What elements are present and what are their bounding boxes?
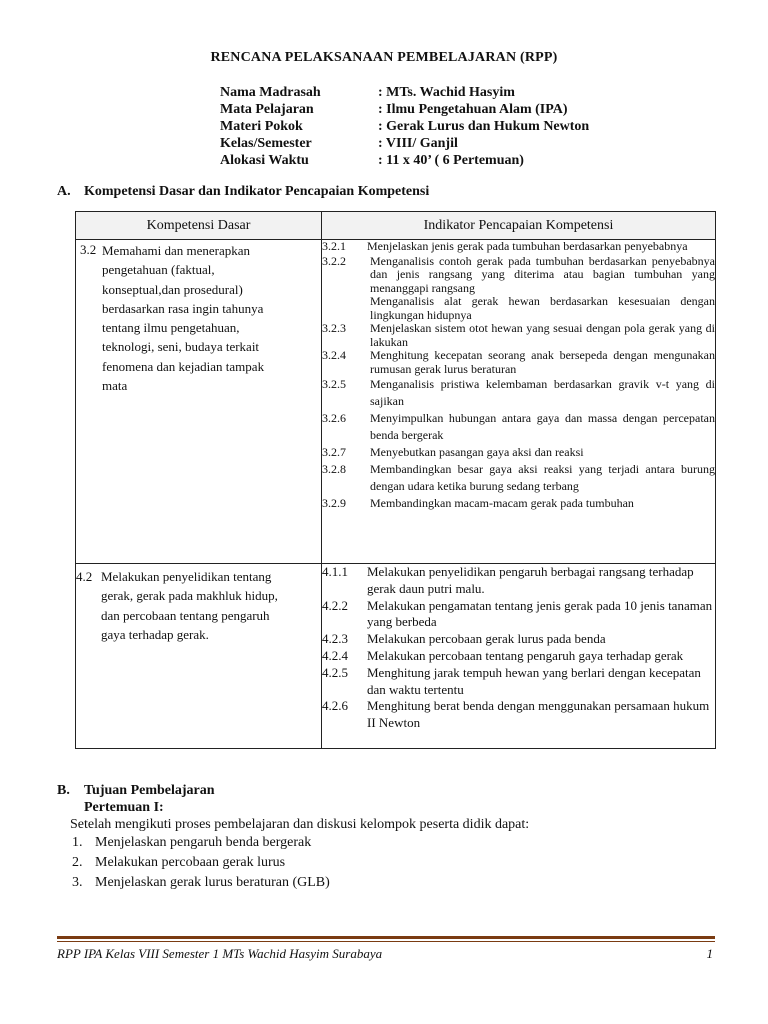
indicator-item [322, 665, 715, 699]
identity-row [220, 84, 589, 101]
indicator-number: 4.2.5 [322, 664, 348, 680]
meeting-heading: Pertemuan I: [84, 800, 164, 815]
indicator-item [322, 564, 715, 598]
kd-line: Memahami dan menerapkan [102, 243, 250, 258]
indicator-number [322, 295, 370, 322]
identity-label: Alokasi Waktu [220, 153, 309, 168]
objectives-list [57, 833, 529, 893]
table-header-row [76, 212, 716, 240]
identity-row [220, 152, 589, 169]
indicator-number: 3.2.3 [322, 321, 346, 335]
identity-value: : 11 x 40’ ( 6 Pertemuan) [378, 153, 524, 168]
indicator-item [322, 461, 715, 495]
indicator-number: 4.2.3 [322, 631, 348, 647]
kd-line: Melakukan penyelidikan tentang [101, 569, 272, 584]
identity-label: Kelas/Semester [220, 136, 312, 151]
indicator-number: 3.2.5 [322, 377, 346, 391]
indicator-text: Menyimpulkan hubungan antara gaya dan massa dengan percepatan benda bergerak [370, 411, 715, 442]
indicator-text: Menjelaskan sistem otot hewan yang sesuai dengan pola gerak yang di lakukan [370, 321, 715, 349]
list-number: 3. [72, 875, 83, 890]
indicator-text: Menghitung kecepatan seorang anak bersepeda dengan mengunakan rumusan gerak lurus beraturan [370, 348, 715, 376]
footer-divider [57, 936, 715, 939]
identity-label: Materi Pokok [220, 119, 303, 134]
kd-line: tentang ilmu pengetahuan, [102, 320, 240, 336]
list-number: 2. [72, 855, 83, 870]
indicator-text: Menghitung berat benda dengan menggunakan persamaan hukum II Newton [367, 698, 710, 731]
table-row [76, 564, 716, 749]
indicator-number: 4.2.2 [322, 597, 348, 613]
section-b-heading [57, 782, 529, 799]
competency-table [75, 211, 716, 749]
indicator-number: 3.2.2 [322, 253, 346, 268]
indicator-item [322, 495, 715, 512]
objectives-intro: Setelah mengikuti proses pembelajaran dan diskusi kelompok peserta didik dapat: [70, 817, 530, 832]
indicator-text: Melakukan percobaan gerak lurus pada benda [367, 631, 606, 647]
indicator-number: 3.2.7 [322, 445, 346, 459]
kd-line: gerak, gerak pada makhluk hidup, [101, 588, 278, 604]
kd-line: teknologi, seni, budaya terkait [102, 339, 260, 355]
indicator-text: Menganalisis alat gerak hewan berdasarkan kesesuaian dengan lingkungan hidupnya [370, 294, 715, 322]
indicator-text: Menyebutkan pasangan gaya aksi dan reaksi [370, 445, 584, 459]
indicator-item [322, 322, 715, 349]
page-number: 1 [706, 946, 713, 961]
kd-text [76, 240, 321, 395]
list-item [57, 833, 529, 853]
section-letter: B. [57, 783, 70, 798]
column-header-kd: Kompetensi Dasar [76, 212, 322, 240]
indicator-item [322, 240, 715, 254]
indicator-text: Melakukan penyelidikan pengaruh berbagai rangsang terhadap gerak daun putri malu. [367, 564, 694, 596]
indicator-cell [322, 240, 716, 564]
kd-line: gaya terhadap gerak. [101, 626, 209, 642]
indicator-text: Melakukan percobaan tentang pengaruh gaya terhadap gerak [367, 647, 684, 663]
column-header-indicator: Indikator Pencapaian Kompetensi [322, 212, 716, 240]
identity-value: : VIII/ Ganjil [378, 136, 458, 151]
identity-row [220, 135, 589, 152]
indicator-item [322, 698, 715, 732]
table-row [76, 240, 716, 564]
indicator-number: 3.2.1 [322, 239, 346, 253]
indicator-number: 4.2.6 [322, 698, 348, 714]
document-title: RENCANA PELAKSANAAN PEMBELAJARAN (RPP) [210, 50, 558, 65]
kd-line: mata [102, 378, 128, 394]
list-text: Menjelaskan gerak lurus beraturan (GLB) [95, 875, 330, 890]
indicator-item [322, 631, 715, 648]
identity-block [220, 84, 589, 169]
indicator-number: 3.2.9 [322, 496, 346, 510]
list-text: Melakukan percobaan gerak lurus [95, 855, 286, 870]
indicator-text: Menganalisis contoh gerak pada tumbuhan berdasarkan penyebabnya dan jenis rangsang yang diterima atau bagian tumbuhan yang menanggapi rangsang [370, 253, 715, 295]
indicator-number: 3.2.4 [322, 348, 346, 362]
indicator-number: 3.2.8 [322, 462, 346, 476]
footer-divider-thin [57, 941, 715, 942]
indicator-number: 3.2.6 [322, 411, 346, 425]
section-title: Kompetensi Dasar dan Indikator Pencapaian Kompetensi [84, 184, 430, 199]
kd-line: fenomena dan kejadian tampak [102, 358, 265, 374]
identity-label: Nama Madrasah [220, 85, 321, 100]
kd-text [76, 564, 321, 644]
indicator-text: Membandingkan besar gaya aksi reaksi yang terjadi antara burung dengan udara ketika burung sedang terbang [370, 462, 715, 493]
identity-row [220, 118, 589, 135]
kd-number: 4.2 [76, 569, 93, 584]
list-number: 1. [72, 835, 83, 850]
kd-line: pengetahuan (faktual, [102, 262, 215, 278]
indicator-item [322, 255, 715, 296]
indicator-item [322, 349, 715, 376]
kd-line: dan percobaan tentang pengaruh [101, 607, 270, 623]
indicator-item [322, 598, 715, 632]
indicator-item [322, 410, 715, 444]
footer-text: RPP IPA Kelas VIII Semester 1 MTs Wachid Hasyim Surabaya [57, 946, 383, 961]
indicator-item [322, 444, 715, 461]
kd-cell [76, 240, 322, 564]
list-item [57, 873, 529, 893]
identity-value: : MTs. Wachid Hasyim [378, 85, 515, 100]
indicator-item [322, 295, 715, 322]
indicator-text: Menjelaskan jenis gerak pada tumbuhan berdasarkan penyebabnya [367, 239, 688, 253]
section-a-heading [57, 184, 429, 200]
list-item [57, 853, 529, 873]
indicator-text: Menghitung jarak tempuh hewan yang berlari dengan kecepatan dan waktu tertentu [367, 664, 701, 697]
identity-label: Mata Pelajaran [220, 102, 314, 117]
section-letter: A. [57, 184, 71, 199]
indicator-text: Membandingkan macam-macam gerak pada tumbuhan [370, 496, 634, 510]
section-b [57, 782, 529, 893]
indicator-text: Menganalisis pristiwa kelembaman berdasarkan gravik v-t yang di sajikan [370, 377, 715, 408]
identity-value: : Gerak Lurus dan Hukum Newton [378, 119, 590, 134]
indicator-number: 4.1.1 [322, 564, 348, 579]
indicator-item [322, 648, 715, 665]
kd-line: konseptual,dan prosedural) [102, 281, 243, 297]
kd-number: 3.2 [80, 242, 97, 257]
kd-line: berdasarkan rasa ingin tahunya [102, 300, 264, 316]
kd-cell [76, 564, 322, 749]
indicator-text: Melakukan pengamatan tentang jenis gerak pada 10 jenis tanaman yang berbeda [367, 597, 713, 630]
indicator-item [322, 376, 715, 410]
identity-value: : Ilmu Pengetahuan Alam (IPA) [378, 102, 568, 117]
list-text: Menjelaskan pengaruh benda bergerak [95, 835, 312, 850]
section-title: Tujuan Pembelajaran [84, 783, 215, 798]
indicator-number: 4.2.4 [322, 647, 348, 663]
indicator-cell [322, 564, 716, 749]
identity-row [220, 101, 589, 118]
